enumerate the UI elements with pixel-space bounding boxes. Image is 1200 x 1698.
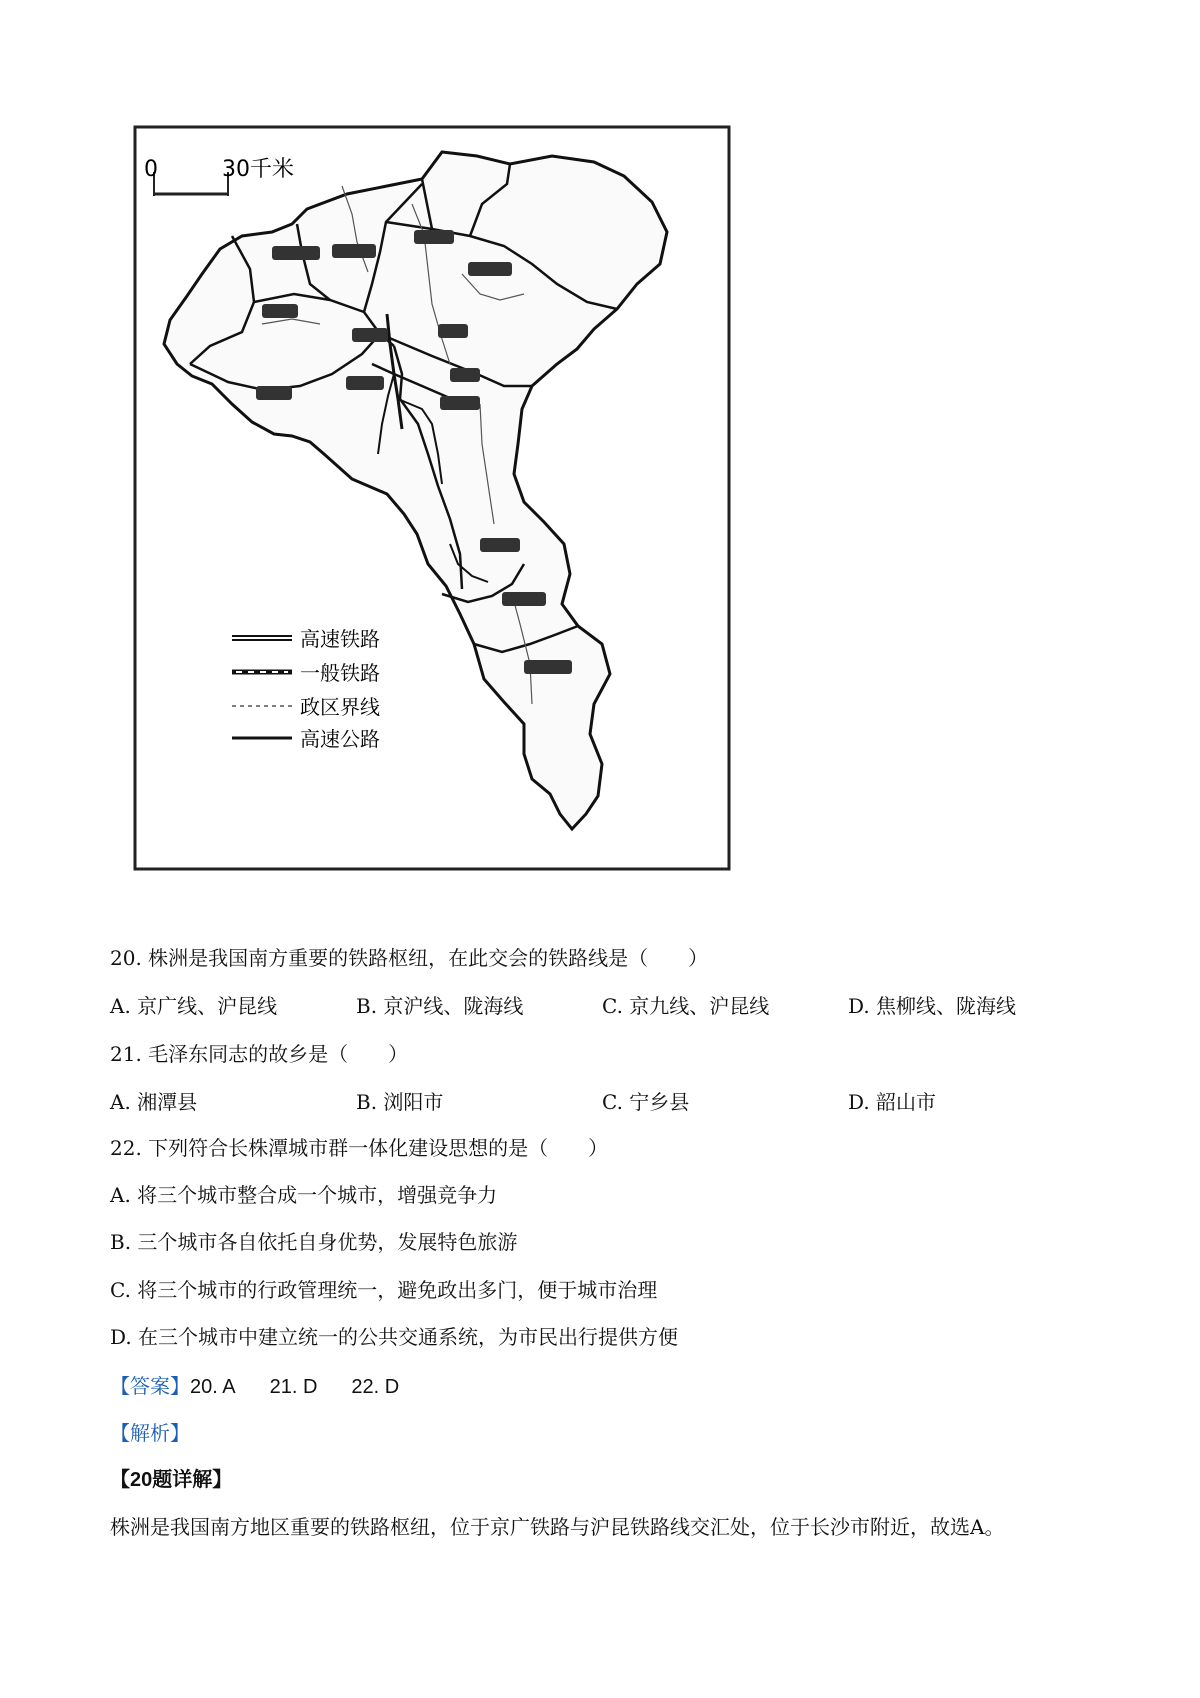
place-label-mark — [262, 304, 298, 318]
analysis-label: 【解析】 — [110, 1421, 190, 1445]
option-d: D. 韶山市 — [848, 1090, 937, 1114]
region-map-figure — [132, 124, 732, 874]
option-b: B. 三个城市各自依托自身优势，发展特色旅游 — [110, 1230, 518, 1254]
answer-value: 21. D — [269, 1376, 318, 1398]
place-label-mark — [414, 230, 454, 244]
place-label-mark — [524, 660, 572, 674]
answer-value: 20. A — [190, 1376, 236, 1398]
scale-end-label: 30千米 — [222, 157, 294, 182]
place-label-mark — [440, 396, 480, 410]
legend-label: 高速铁路 — [300, 627, 380, 651]
place-label-mark — [480, 538, 520, 552]
detail-text: 株洲是我国南方地区重要的铁路枢纽，位于京广铁路与沪昆铁路线交汇处，位于长沙市附近，故选A。 — [110, 1515, 1005, 1539]
answer-value: 22. D — [351, 1376, 400, 1398]
option-c: C. 将三个城市的行政管理统一，避免政出多门，便于城市治理 — [110, 1278, 658, 1302]
question-20-stem: 20. 株洲是我国南方重要的铁路枢纽，在此交会的铁路线是（ ） — [110, 946, 709, 970]
place-label-mark — [468, 262, 512, 276]
option-b: B. 浏阳市 — [356, 1090, 444, 1114]
option-a: A. 湘潭县 — [110, 1090, 198, 1114]
region-map — [132, 124, 732, 874]
place-label-mark — [450, 368, 480, 382]
question-21-stem: 21. 毛泽东同志的故乡是（ ） — [110, 1042, 409, 1066]
option-b: B. 京沪线、陇海线 — [356, 994, 524, 1018]
place-label-mark — [332, 244, 376, 258]
scale-start-label: 0 — [144, 157, 158, 182]
answer-label: 【答案】 — [110, 1374, 190, 1398]
place-label-mark — [352, 328, 388, 342]
legend-label: 政区界线 — [300, 695, 380, 719]
option-d: D. 焦柳线、陇海线 — [848, 994, 1017, 1018]
option-c: C. 京九线、沪昆线 — [602, 994, 770, 1018]
detail-title: 【20题详解】 — [110, 1469, 233, 1491]
place-label-mark — [272, 246, 320, 260]
question-22-stem: 22. 下列符合长株潭城市群一体化建设思想的是（ ） — [110, 1136, 609, 1160]
legend-label: 一般铁路 — [300, 661, 380, 685]
place-label-mark — [502, 592, 546, 606]
place-label-mark — [346, 376, 384, 390]
option-a: A. 京广线、沪昆线 — [110, 994, 278, 1018]
legend-label: 高速公路 — [300, 727, 380, 751]
place-label-mark — [256, 386, 292, 400]
question-20-options — [110, 992, 1090, 1020]
option-d: D. 在三个城市中建立统一的公共交通系统，为市民出行提供方便 — [110, 1325, 679, 1349]
place-label-mark — [438, 324, 468, 338]
answer-line — [110, 1372, 433, 1401]
option-c: C. 宁乡县 — [602, 1090, 690, 1114]
option-a: A. 将三个城市整合成一个城市，增强竞争力 — [110, 1183, 498, 1207]
question-21-options — [110, 1088, 1090, 1116]
